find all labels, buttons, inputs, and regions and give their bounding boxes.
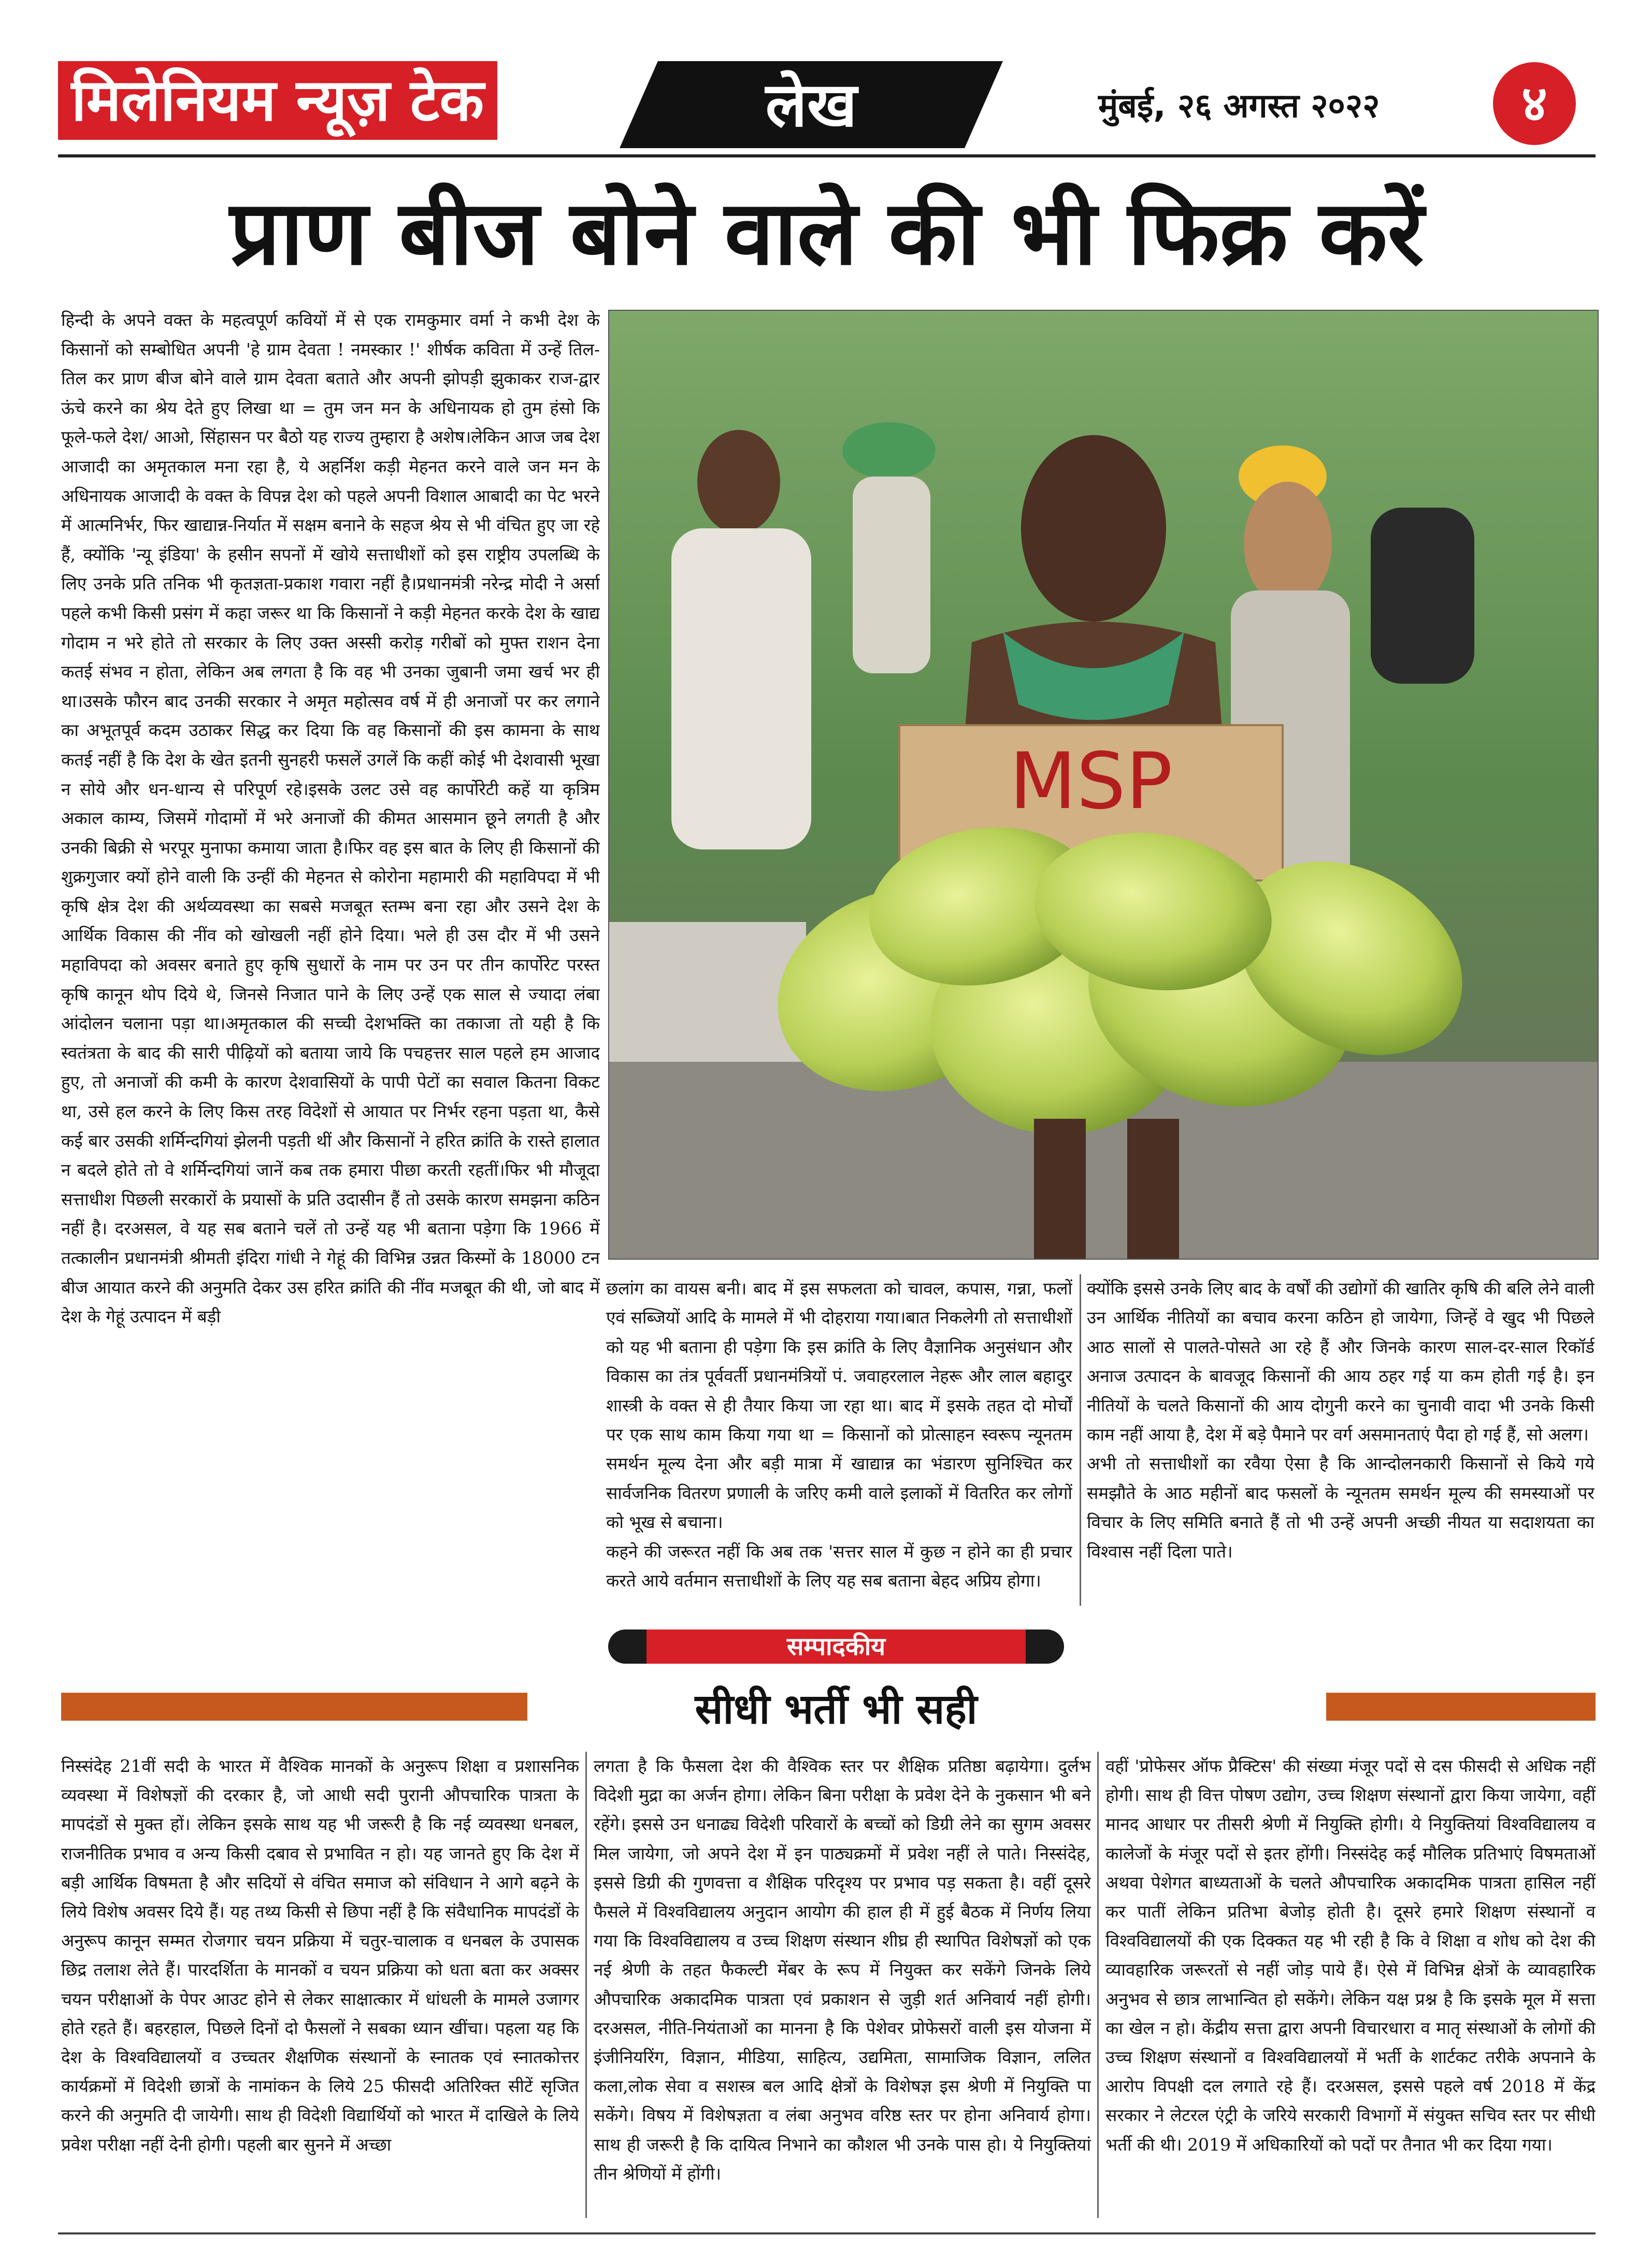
editorial-label: सम्पादकीय bbox=[786, 1632, 886, 1661]
article-paragraph: अभी तो सत्ताधीशों का रवैया ऐसा है कि आन्दोलनकारी किसानों से किये गये समझौते के आठ महीनों बाद फसलों के न्यूनतम समर्थन मूल्य की समस्याओं पर विचार के लिए समिति बनाते हैं तो भी उन्हें अपनी अच्छी नीयत या सदाशयता का विश्वास नहीं दिला पाते। bbox=[1087, 1453, 1594, 1562]
column-divider bbox=[1097, 1752, 1099, 2218]
article-column-left bbox=[61, 306, 600, 1606]
svg-text:MSP: MSP bbox=[1009, 737, 1173, 827]
editorial-decor-bar-right bbox=[1326, 1693, 1596, 1721]
editorial-title: सीधी भर्ती भी सही bbox=[695, 1685, 978, 1733]
column-divider bbox=[1080, 1274, 1081, 1606]
editorial-column-1 bbox=[61, 1752, 579, 2218]
editorial-column-2 bbox=[594, 1752, 1091, 2218]
editorial-column-3 bbox=[1105, 1752, 1596, 2218]
editorial-paragraph: लगता है कि फैसला देश की वैश्विक स्तर पर शैक्षिक प्रतिष्ठा बढ़ायेगा। दुर्लभ विदेशी मुद्रा का अर्जन होगा। लेकिन बिना परीक्षा के प्रवेश देने के नुकसान भी बने रहेंगे। इससे उन धनाढ्य विदेशी परिवारों के बच्चों को डिग्री लेने का सुगम अवसर मिल जायेगा, जो अपने देश में इन पाठ्यक्रमों में प्रवेश नहीं ले पाते। निस्संदेह, इससे डिग्री की गुणवत्ता व शैक्षिक परिदृश्य पर प्रभाव पड़ सकता है। वहीं दूसरे फैसले में विश्वविद्यालय अनुदान आयोग की हाल ही में हुई बैठक में निर्णय लिया गया कि विश्वविद्यालय व उच्च शिक्षण संस्थान शीघ्र ही स्थापित विशेषज्ञों को एक नई श्रेणी के तहत फैकल्टी मेंबर के रूप में नियुक्त कर सकेंगे जिनके लिये औपचारिक अकादमिक पात्रता एवं प्रकाशन से जुड़ी शर्त अनिवार्य नहीं होगी।दरअसल, नीति-नियंताओं का मानना है कि पेशेवर प्रोफेसरों वाली इस योजना में इंजीनियरिंग, विज्ञान, मीडिया, साहित्य, उद्यमिता, सामाजिक विज्ञान, ललित कला,लोक सेवा व सशस्त्र बल आदि क्षेत्रों के विशेषज्ञ इस श्रेणी में नियुक्ति पा सकेंगे। विषय में विशेषज्ञता व लंबा अनुभव वरिष्ठ स्तर पर होना अनिवार्य होगा। साथ ही जरूरी है कि दायित्व निभाने का कौशल भी उनके पास हो। ये नियुक्तियां तीन श्रेणियों में होंगी। bbox=[594, 1756, 1091, 2184]
issue-date: मुंबई, २६ अगस्त २०२२ bbox=[1098, 87, 1380, 125]
column-divider bbox=[585, 1752, 587, 2218]
masthead-rule bbox=[58, 154, 1596, 157]
article-column-middle bbox=[606, 1274, 1072, 1606]
article-column-right bbox=[1087, 1274, 1594, 1606]
article-paragraph: क्योंकि इससे उनके लिए बाद के वर्षों की उद्योगों की खातिर कृषि की बलि लेने वाली उन आर्थिक नीतियों का बचाव करना कठिन हो जायेगा, जिन्हें वे खुद भी पिछले आठ सालों से पालते-पोसते आ रहे हैं और जिनके कारण साल-दर-साल रिकॉर्ड अनाज उत्पादन के बावजूद किसानों की आय ठहर गई या कम होती गई है। इन नीतियों के चलते किसानों की आय दोगुनी करने का चुनावी वादा भी उनके किसी काम नहीं आया है, देश में बड़े पैमाने पर वर्ग असमानताएं पैदा हो गई हैं, सो अलग। bbox=[1087, 1278, 1594, 1445]
editorial-decor-bar-left bbox=[61, 1693, 527, 1721]
protest-photo bbox=[608, 310, 1599, 1260]
article-headline: प्राण बीज बोने वाले की भी फिक्र करें bbox=[229, 181, 1424, 285]
editorial-paragraph: निस्संदेह 21वीं सदी के भारत में वैश्विक मानकों के अनुरूप शिक्षा व प्रशासनिक व्यवस्था में विशेषज्ञों की दरकार है, जो आधी सदी पुरानी औपचारिक पात्रता के मापदंडों से मुक्त हों। लेकिन इसके साथ यह भी जरूरी है कि नई व्यवस्था धनबल, राजनीतिक प्रभाव व अन्य किसी दबाव से प्रभावित न हो। यह जानते हुए कि देश में बड़ी आर्थिक विषमता है और सदियों से वंचित समाज को संविधान ने आगे बढ़ने के लिये विशेष अवसर दिये हैं। यह तथ्य किसी से छिपा नहीं है कि संवैधानिक मापदंडों के अनुरूप कानून सम्मत रोजगार चयन प्रक्रिया में चतुर-चालाक व धनबल के उपासक छिद्र तलाश लेते हैं। पारदर्शिता के मानकों व चयन प्रक्रिया को धता बता कर अक्सर चयन परीक्षाओं के पेपर आउट होने से लेकर साक्षात्कार में धांधली के मामले उजागर होते रहते हैं। बहरहाल, पिछले दिनों दो फैसलों ने सबका ध्यान खींचा। पहला यह कि देश के विश्वविद्यालयों व उच्चतर शैक्षणिक संस्थानों के स्नातक एवं स्नातकोत्तर कार्यक्रमों में विदेशी छात्रों के नामांकन के लिये 25 फीसदी अतिरिक्त सीटें सृजित करने की अनुमति दी जायेगी। साथ ही विदेशी विद्यार्थियों को भारत में दाखिले के लिये प्रवेश परीक्षा नहीं देनी होगी। पहली बार सुनने में अच्छा bbox=[61, 1756, 579, 2155]
section-title: लेख bbox=[765, 69, 857, 140]
article-paragraph: छलांग का वायस बनी। बाद में इस सफलता को चावल, कपास, गन्ना, फलों एवं सब्जियों आदि के मामले में भी दोहराया गया।बात निकलेगी तो सत्ताधीशों को यह भी बताना ही पड़ेगा कि इस क्रांति के लिए वैज्ञानिक अनुसंधान और विकास का तंत्र पूर्ववर्ती प्रधानमंत्रियों पं. जवाहरलाल नेहरू और लाल बहादुर शास्त्री के वक्त से ही तैयार किया जा रहा था। बाद में इसके तहत दो मोर्चों पर एक साथ काम किया गया था = किसानों को प्रोत्साहन स्वरूप न्यूनतम समर्थन मूल्य देना और बड़ी मात्रा में खाद्यान्न का भंडारण सुनिश्चित कर सार्वजनिक वितरण प्रणाली के जरिए कमी वाले इलाकों में वितरित कर लोगों को भूख से बचाना। bbox=[606, 1278, 1072, 1533]
article-paragraph: कहने की जरूरत नहीं कि अब तक 'सत्तर साल में कुछ न होने का ही प्रचार करते आये वर्तमान सत्ताधीशों के लिए यह सब बताना बेहद अप्रिय होगा। bbox=[606, 1541, 1072, 1591]
article-paragraph: हिन्दी के अपने वक्त के महत्वपूर्ण कवियों में से एक रामकुमार वर्मा ने कभी देश के किसानों को सम्बोधित अपनी 'हे ग्राम देवता ! नमस्कार !' शीर्षक कविता में उन्हें तिल-तिल कर प्राण बीज बोने वाले ग्राम देवता बताते और अपनी झोपड़ी झुकाकर राज-द्वार ऊंचे करने का श्रेय देते हुए लिखा था = तुम जन मन के अधिनायक हो तुम हंसो कि फूले-फले देश/ आओ, सिंहासन पर बैठो यह राज्य तुम्हारा है अशेष।लेकिन आज जब देश आजादी का अमृतकाल मना रहा है, ये अहर्निश कड़ी मेहनत करने वाले जन मन के अधिनायक आजादी के वक्त के विपन्न देश को पहले अपनी विशाल आबादी का पेट भरने में आत्मनिर्भर, फिर खाद्यान्न-निर्यात में सक्षम बनाने के सहज श्रेय से भी वंचित हुए जा रहे हैं, क्योंकि 'न्यू इंडिया' के हसीन सपनों में खोये सत्ताधीशों को इस राष्ट्रीय उपलब्धि के लिए उनके प्रति तनिक भी कृतज्ञता-प्रकाश गवारा नहीं है।प्रधानमंत्री नरेन्द्र मोदी ने अर्सा पहले कभी किसी प्रसंग में कहा जरूर था कि किसानों ने कड़ी मेहनत करके देश के खाद्य गोदाम न भरे होते तो सरकार के लिए उक्त अस्सी करोड़ गरीबों को मुफ्त राशन देना कतई संभव न होता, लेकिन अब लगता है कि वह भी उनका जुबानी जमा खर्च भर ही था।उसके फौरन बाद उनकी सरकार ने अमृत महोत्सव वर्ष में ही अनाजों पर कर लगाने का अभूतपूर्व कदम उठाकर सिद्ध कर दिया कि वह किसानों की इस कामना के साथ कतई नहीं है कि देश के खेत इतनी सुनहरी फसलें उगलें कि कहीं कोई भी देशवासी भूखा न सोये और धन-धान्य से परिपूर्ण रहे।इसके उलट उसे वह कार्पोरेटी कहें या कृत्रिम अकाल काम्य, जिसमें गोदामों में भरे अनाजों की कीमत आसमान छूने लगती है और उनकी बिक्री से भरपूर मुनाफा कमाया जाता है।फिर वह इस बात के लिए ही किसानों की शुक्रगुजार क्यों होने वाली कि उन्हीं की मेहनत से कोरोना महामारी की महाविपदा में भी कृषि क्षेत्र देश की अर्थव्यवस्था का सबसे मजबूत स्तम्भ बना रहा और उसने देश के आर्थिक विकास की नींव को खोखली नहीं होने दिया। भले ही उस दौर में भी उसने महाविपदा को अवसर बनाते हुए कृषि सुधारों के नाम पर उन पर तीन कार्पोरेट परस्त कृषि कानून थोप दिये थे, जिनसे निजात पाने के लिए उन्हें एक साल से ज्यादा लंबा आंदोलन चलाना पड़ा था।अमृतकाल की सच्ची देशभक्ति का तकाजा तो यही है कि स्वतंत्रता के बाद की सारी पीढ़ियों को बताया जाये कि पचहत्तर साल पहले हम आजाद हुए, तो अनाजों की कमी के कारण देशवासियों के पापी पेटों का सवाल कितना विकट था, उसे हल करने के लिए किस तरह विदेशों से आयात पर निर्भर रहना पड़ता था, कैसे कई बार उसकी शर्मिन्दगियां झेलनी पड़ती थीं और किसानों ने हरित क्रांति के रास्ते हालात न बदले होते तो वे शर्मिन्दगियां जानें कब तक हमारा पीछा करती रहतीं।फिर भी मौजूदा सत्ताधीश पिछली सरकारों के प्रयासों के प्रति उदासीन हैं तो उसके कारण समझना कठिन नहीं है। दरअसल, वे यह सब बताने चलें तो उन्हें यह भी बताना पड़ेगा कि 1966 में तत्कालीन प्रधानमंत्री श्रीमती इंदिरा गांधी ने गेहूं की विभिन्न उन्नत किस्मों के 18000 टन बीज आयात करने की अनुमति देकर उस हरित क्रांति की नींव मजबूत की थी, जो बाद में देश के गेहूं उत्पादन में बड़ी bbox=[61, 310, 600, 1327]
page-number-badge: ४ bbox=[1493, 62, 1576, 145]
newspaper-name: मिलेनियम न्यूज़ टेक bbox=[58, 61, 497, 140]
editorial-paragraph: वहीं 'प्रोफेसर ऑफ प्रैक्टिस' की संख्या मंजूर पदों से दस फीसदी से अधिक नहीं होगी। साथ ही वित्त पोषण उद्योग, उच्च शिक्षण संस्थानों द्वारा किया जायेगा, वहीं मानद आधार पर तीसरी श्रेणी में नियुक्ति होगी। ये नियुक्तियां विश्वविद्यालय व कालेजों के मंजूर पदों से इतर होंगी। निस्संदेह कई मौलिक प्रतिभाएं विषमताओं अथवा पेशेगत बाध्यताओं के चलते औपचारिक अकादमिक पात्रता हासिल नहीं कर पातीं लेकिन प्रतिभा बेजोड़ होती है। दूसरे हमारे शिक्षण संस्थानों व विश्वविद्यालयों की एक दिक्कत यह भी रही है कि वे शिक्षा व शोध को देश की व्यावहारिक जरूरतों से नहीं जोड़ पाये हैं। ऐसे में विभिन्न क्षेत्रों के व्यावहारिक अनुभव से छात्र लाभान्वित हो सकेंगे। लेकिन यक्ष प्रश्न है कि इसके मूल में सत्ता का खेल न हो। केंद्रीय सत्ता द्वारा अपनी विचारधारा व मातृ संस्थाओं के लोगों की उच्च शिक्षण संस्थानों व विश्वविद्यालयों में भर्ती के शार्टकट तरीके अपनाने के आरोप विपक्षी दल लगाते रहे हैं। दरअसल, इससे पहले वर्ष 2018 में केंद्र सरकार ने लेटरल एंट्री के जरिये सरकारी विभागों में संयुक्त सचिव स्तर पर सीधी भर्ती की थी। 2019 में अधिकारियों को पदों पर तैनात भी कर दिया गया। bbox=[1105, 1756, 1596, 2155]
page-bottom-rule bbox=[58, 2232, 1596, 2234]
